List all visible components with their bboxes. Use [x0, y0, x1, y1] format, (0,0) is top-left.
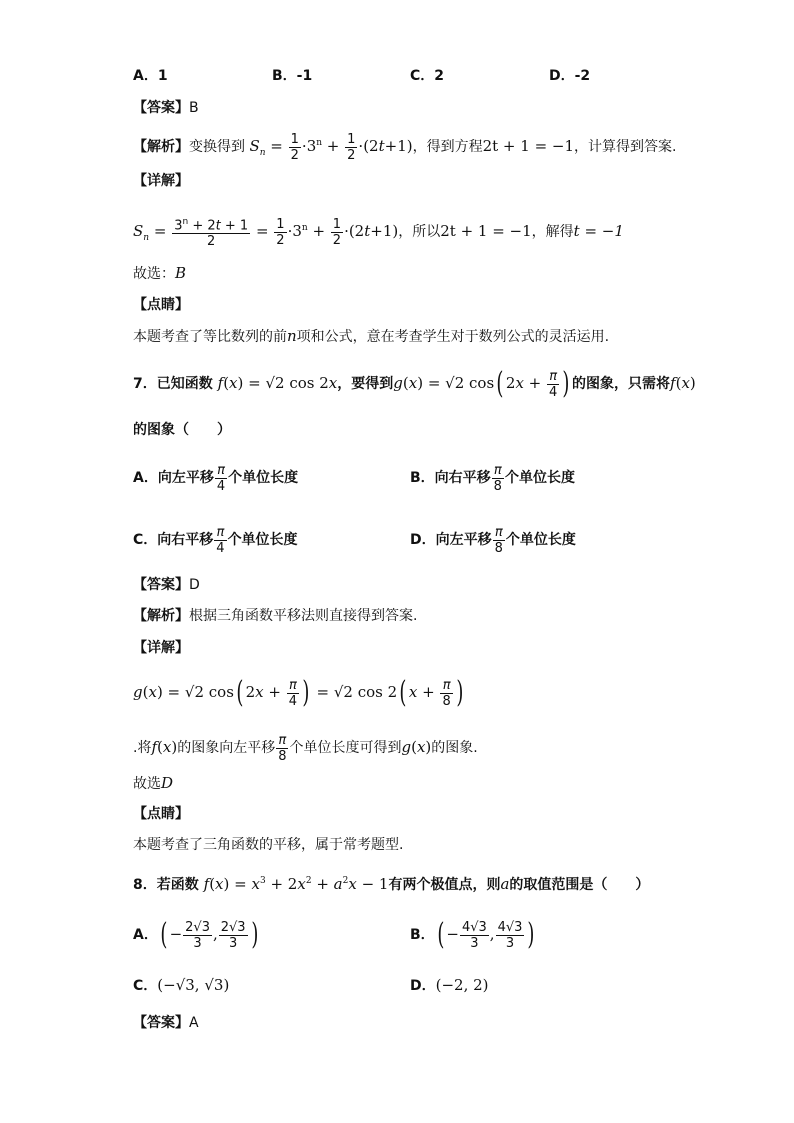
- stem-text-1: 若函数: [156, 877, 199, 893]
- detail-text-1: ，所以: [398, 224, 441, 240]
- detail-result: t = −1: [573, 222, 624, 240]
- detail-text-2: ，解得: [531, 224, 574, 240]
- q8-stem: 8．若函数 $f(x) = x^3 + 2x^2 + a^2x - 1$有两个极值点，则a的取值范围是（ ）: [133, 875, 650, 893]
- q7-stem: 7．已知函数 f(x) = √2 cos 2x，要得到g(x) = √2 cos( 2x + $\frac{\pi}{4}$ ) 的图象，只需将f(x): [133, 366, 696, 401]
- q7-option-b: B．向右平移 $\frac{\pi}{8}$ 个单位长度: [410, 462, 575, 494]
- answer-value: A: [189, 1015, 199, 1031]
- detail-equation: 2t + 1 = −1: [440, 222, 532, 240]
- q7-comment-tag: [133, 804, 189, 824]
- option-c-unit: 个单位长度: [227, 532, 298, 548]
- option-a-unit: 个单位长度: [228, 470, 299, 486]
- shift-text-1: .将: [133, 740, 152, 756]
- formula-sn: $S_n$: [249, 137, 266, 158]
- option-d-label: D．: [410, 978, 436, 994]
- q7-detail-tag: [133, 638, 189, 658]
- q7-answer-line: [133, 575, 200, 595]
- option-a-label: A．: [133, 927, 158, 943]
- option-d-unit: 个单位长度: [505, 532, 576, 548]
- option-b-label: B．: [410, 927, 435, 943]
- stem-text-1: 已知函数: [156, 376, 213, 392]
- comment-text-2: 项和公式，意在考查学生对于数列公式的灵活运用.: [296, 329, 610, 345]
- option-a-text: A．向左平移: [133, 470, 214, 486]
- option-a-den: 4: [216, 478, 226, 494]
- q8-option-a: A．( − $\frac{2√3}{3}$ , $\frac{2√3}{3}$ ): [133, 917, 258, 952]
- shift-text-4: 的图象.: [431, 740, 478, 756]
- q8-option-d: D．(−2, 2): [410, 976, 489, 994]
- answer-tag: 【答案】: [133, 1015, 189, 1031]
- q8-option-c: C．(−√3, √3): [133, 976, 230, 994]
- choose-letter: D: [161, 774, 174, 792]
- q6-comment: [133, 326, 609, 347]
- stem-text-3: 的图象，只需将: [572, 376, 671, 392]
- q6-detail-tag: [133, 171, 189, 191]
- stem-text-2: 有两个极值点，则: [388, 877, 501, 893]
- q8-option-b: B．( − $\frac{4√3}{3}$ , $\frac{4√3}{3}$ ): [410, 917, 535, 952]
- answer-tag: 【答案】: [133, 577, 189, 593]
- q7-option-a: A．向左平移 $\frac{\pi}{4}$ 个单位长度: [133, 462, 299, 494]
- option-a: A．1: [133, 68, 168, 84]
- comment-tag: 【点睛】: [133, 297, 189, 313]
- comment-text: 本题考查了三角函数的平移，属于常考题型.: [133, 837, 404, 853]
- option-d: D．-2: [549, 68, 591, 84]
- detail-tag: 【详解】: [133, 173, 189, 189]
- stem-text-2: ，要得到: [337, 376, 394, 392]
- shift-text-2: 的图象向左平移: [177, 740, 276, 756]
- option-b-den: 8: [493, 478, 502, 494]
- answer-value: D: [189, 577, 200, 593]
- option-c-den: 4: [216, 540, 225, 556]
- analysis-text: 根据三角函数平移法则直接得到答案.: [189, 608, 418, 624]
- q7-choose: [133, 773, 173, 794]
- q7-comment: [133, 835, 403, 855]
- option-d-den: 8: [494, 540, 503, 556]
- q6-choose: [133, 263, 186, 284]
- choose-text: 故选: [133, 776, 161, 792]
- comment-tag: 【点睛】: [133, 806, 189, 822]
- analysis-text-2: ，得到方程: [412, 139, 483, 155]
- comment-var: n: [287, 327, 297, 345]
- detail-tag: 【详解】: [133, 640, 189, 656]
- analysis-text-1: 变换得到: [189, 139, 245, 155]
- choose-text: 故选：: [133, 266, 175, 282]
- q6-comment-tag: [133, 295, 189, 315]
- stem-var: a: [500, 875, 510, 893]
- option-c: C．2: [410, 68, 445, 84]
- option-d-text: D．向左平移: [410, 532, 492, 548]
- stem-text-4: 的图象（ ）: [133, 422, 231, 438]
- choose-letter: B: [175, 264, 187, 282]
- q7-detail-formula: g(x) = √2 cos( 2x + $\frac{\pi}{4}$ ) = √2 cos 2( x + $\frac{\pi}{8}$ ): [133, 675, 464, 710]
- q7-option-d: D．向左平移 $\frac{\pi}{8}$ 个单位长度: [410, 524, 576, 556]
- q7-option-c: C．向右平移 $\frac{\pi}{4}$ 个单位长度: [133, 524, 298, 556]
- stem-text-3: 的取值范围是（ ）: [509, 877, 650, 893]
- option-c-label: C．: [133, 978, 158, 994]
- analysis-tag: 【解析】: [133, 139, 189, 155]
- answer-value: B: [189, 100, 199, 116]
- option-b-text: B．向右平移: [410, 470, 491, 486]
- option-b-unit: 个单位长度: [504, 470, 575, 486]
- q7-shift-line: .将f(x)的图象向左平移 $\frac{\pi}{8}$ 个单位长度可得到g(x)的图象.: [133, 732, 478, 764]
- q7-stem-2: [133, 420, 231, 440]
- analysis-text-3: ，计算得到答案.: [574, 139, 677, 155]
- answer-tag: 【答案】: [133, 100, 189, 116]
- option-b: B．-1: [272, 68, 313, 84]
- analysis-tag: 【解析】: [133, 608, 189, 624]
- analysis-equation: 2t + 1 = −1: [482, 137, 575, 155]
- q8-answer-line: [133, 1013, 199, 1033]
- option-c-text: C．向右平移: [133, 532, 214, 548]
- comment-text-1: 本题考查了等比数列的前: [133, 329, 287, 345]
- shift-text-3: 个单位长度可得到: [289, 740, 402, 756]
- question-number: 8．: [133, 877, 157, 893]
- q6-detail-formula: $S_n$ = $\frac{3^n + 2t + 1}{2}$ = $\frac{1}{2}$ $\cdot 3^n$ + $\frac{1}{2}$ ·(2t+1)，所以2t + 1 = −1，解得t = −1: [133, 216, 624, 250]
- q7-analysis-line: [133, 606, 417, 626]
- q6-analysis-line: 【解析】变换得到 $S_n$ = $\frac{1}{2}$ $\cdot 3^n$ + $\frac{1}{2}$ ·(2t+1)，得到方程2t + 1 = −1，计算得到答案.: [133, 131, 677, 163]
- question-number: 7．: [133, 376, 157, 392]
- q6-answer-line: [133, 98, 199, 118]
